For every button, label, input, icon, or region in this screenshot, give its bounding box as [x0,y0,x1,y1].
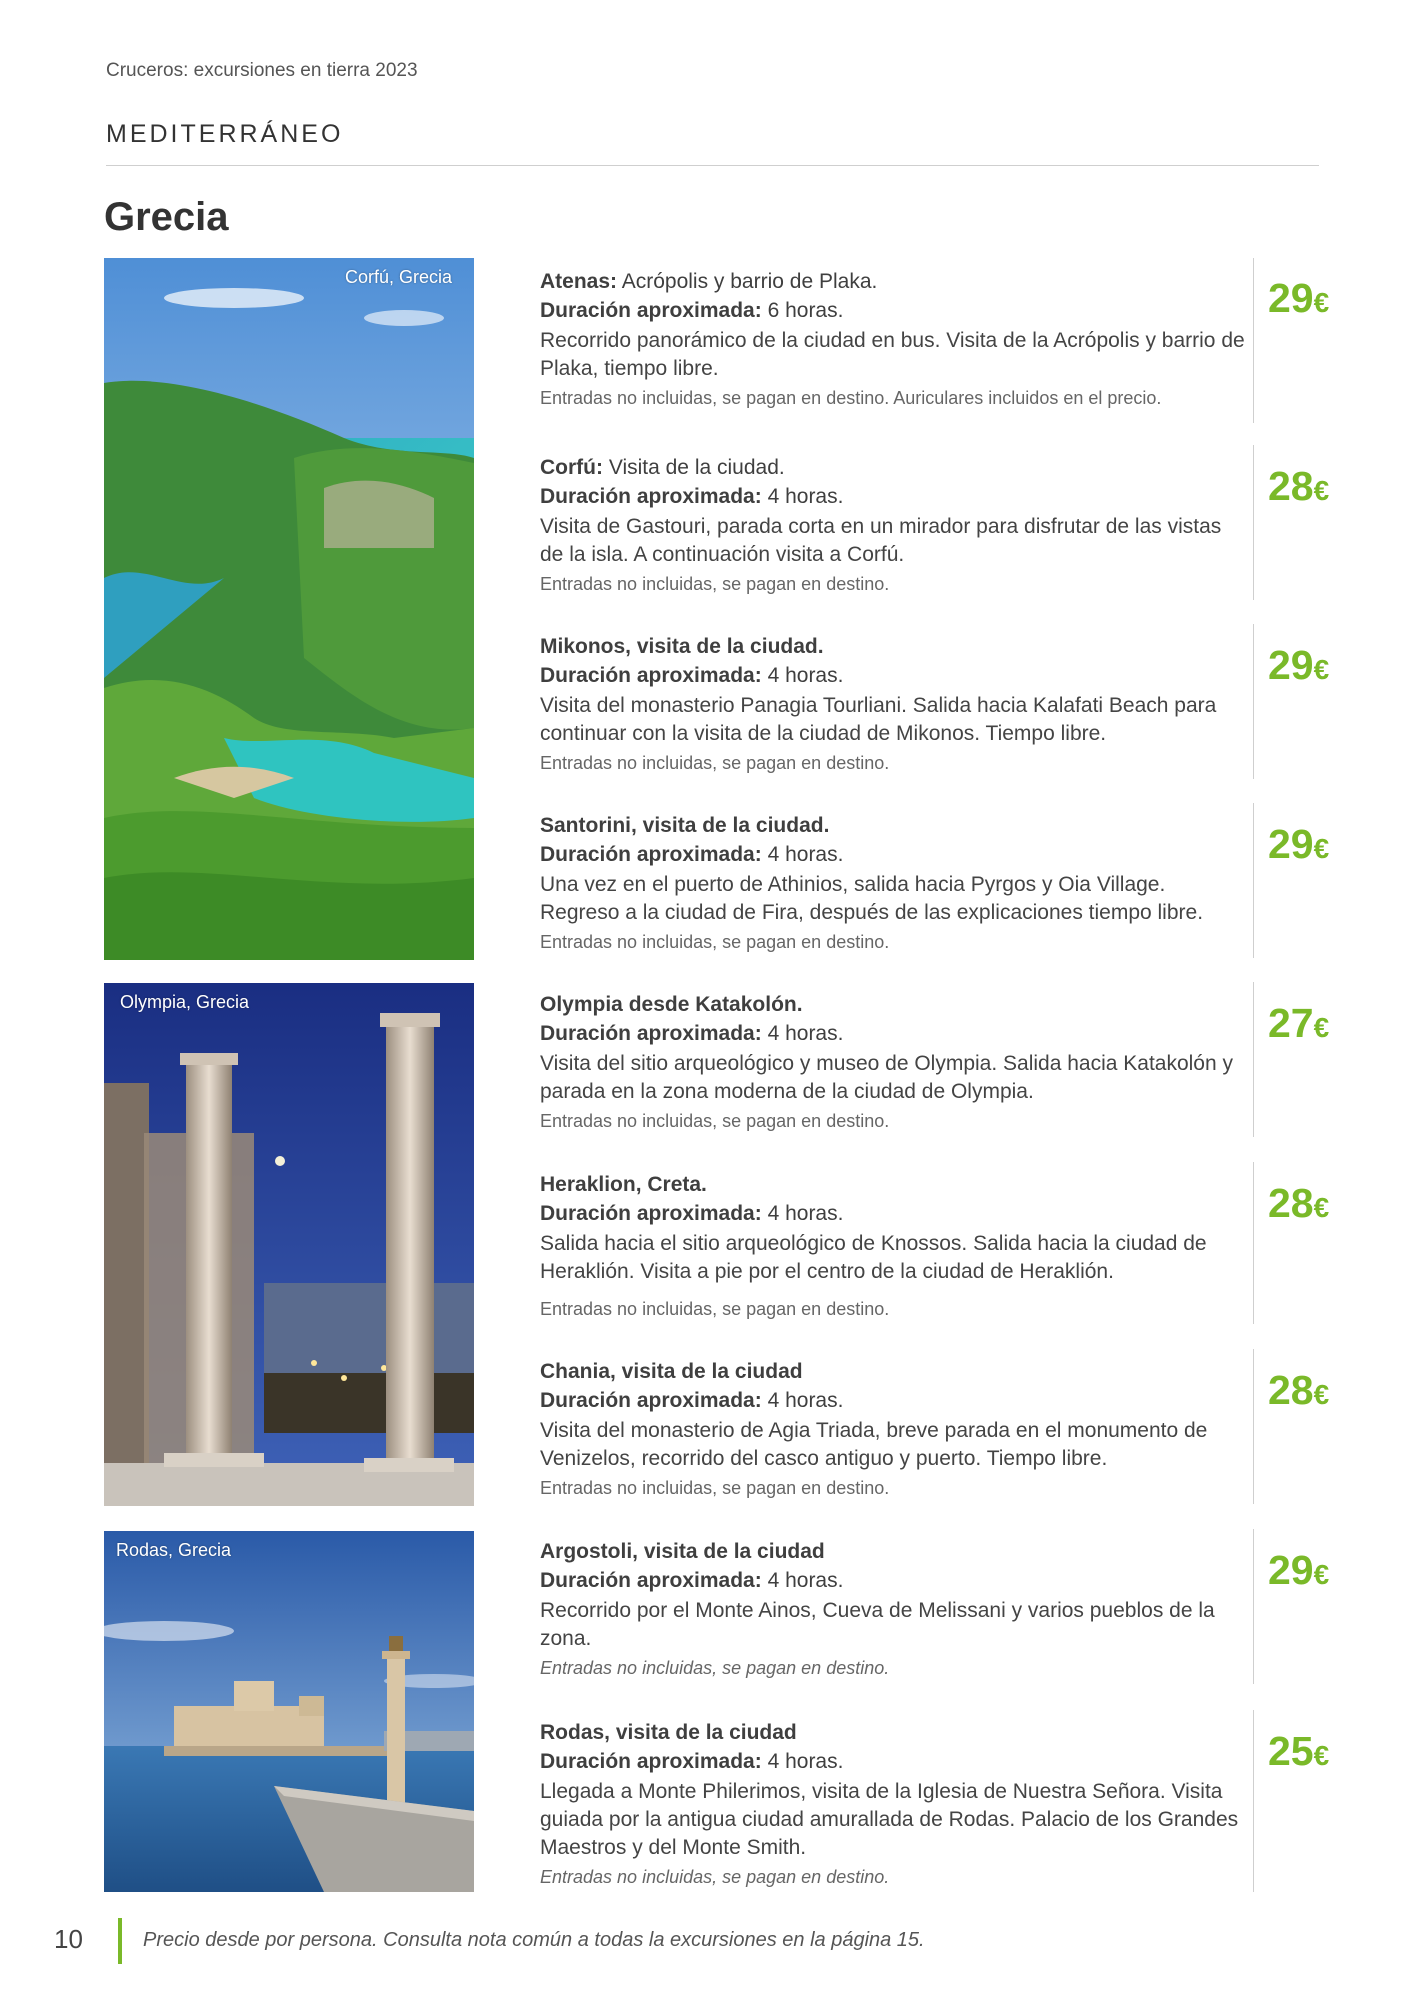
price-value: 29 [1268,821,1314,867]
excursion-name: Heraklion, Creta. [540,1173,707,1196]
excursion-item [540,267,1250,411]
excursion-description: Visita del sitio arqueológico y museo de Olympia. Salida hacia Katakolón y parada en la zona moderna de la ciudad de Olympia. [540,1052,1233,1103]
excursion-duration: 4 horas. [761,485,844,508]
excursion-name: Mikonos, visita de la ciudad. [540,635,824,658]
excursion-description: Visita del monasterio de Agia Triada, breve parada en el monumento de Venizelos, recorrido del casco antiguo y puerto. Tiempo libre. [540,1419,1208,1470]
currency-symbol: € [1313,1379,1330,1410]
price-tag [1268,821,1329,868]
excursion-duration: 4 horas. [761,843,844,866]
currency-symbol: € [1313,1192,1330,1223]
excursion-note: Entradas no incluidas, se pagan en destino. [540,1867,890,1887]
price-value: 28 [1268,1367,1314,1413]
excursion-item [540,1718,1250,1890]
excursion-duration: 6 horas. [761,299,844,322]
excursion-item [540,632,1250,776]
price-value: 28 [1268,1180,1314,1226]
price-tag [1268,1728,1329,1775]
duration-label: Duración aproximada: [540,299,762,322]
currency-symbol: € [1313,833,1330,864]
price-value: 27 [1268,1000,1314,1046]
header-region: MEDITERRÁNEO [106,120,344,148]
price-value: 28 [1268,463,1314,509]
page-title: Grecia [104,195,229,239]
photo-corfu [104,258,474,960]
price-value: 29 [1268,275,1314,321]
excursion-duration: 4 horas. [761,1569,844,1592]
currency-symbol: € [1313,654,1330,685]
excursion-name: Atenas: [540,270,618,293]
excursion-name: Corfú: [540,456,603,479]
photo-rodas [104,1531,474,1892]
excursion-item [540,1170,1250,1322]
price-tag [1268,1547,1329,1594]
price-divider [1253,1162,1254,1324]
price-value: 29 [1268,642,1314,688]
footer-note: Precio desde por persona. Consulta nota común a todas la excursiones en la página 15. [143,1929,925,1951]
excursion-name: Argostoli, visita de la ciudad [540,1540,825,1563]
page-number: 10 [54,1924,83,1954]
excursion-name: Rodas, visita de la ciudad [540,1721,797,1744]
duration-label: Duración aproximada: [540,664,762,687]
price-divider [1253,982,1254,1137]
price-divider [1253,1529,1254,1684]
duration-label: Duración aproximada: [540,1022,762,1045]
excursion-subtitle: Acrópolis y barrio de Plaka. [617,270,878,293]
header-subtitle: Cruceros: excursiones en tierra 2023 [106,60,418,81]
excursion-duration: 4 horas. [761,1389,844,1412]
excursion-description: Visita de Gastouri, parada corta en un mirador para disfrutar de las vistas de la isla. A continuación visita a Corfú. [540,515,1222,566]
price-tag [1268,1367,1329,1414]
excursion-description: Visita del monasterio Panagia Tourliani. Salida hacia Kalafati Beach para continuar con la visita de la ciudad de Mikonos. Tiempo libre. [540,694,1217,745]
photo-caption-corfu: Corfú, Grecia [345,267,453,287]
excursion-note: Entradas no incluidas, se pagan en destino. [540,1658,890,1678]
currency-symbol: € [1313,1012,1330,1043]
price-tag [1268,1180,1329,1227]
excursion-item [540,453,1250,597]
price-divider [1253,258,1254,423]
photo-caption-olympia: Olympia, Grecia [120,992,250,1012]
excursion-note: Entradas no incluidas, se pagan en destino. [540,1111,890,1131]
price-divider [1253,1349,1254,1504]
excursion-name: Santorini, visita de la ciudad. [540,814,830,837]
price-divider [1253,803,1254,958]
excursion-note: Entradas no incluidas, se pagan en destino. [540,1478,890,1498]
price-divider [1253,1710,1254,1892]
price-tag [1268,1000,1329,1047]
excursion-note: Entradas no incluidas, se pagan en destino. [540,753,890,773]
excursion-name: Olympia desde Katakolón. [540,993,803,1016]
excursion-note: Entradas no incluidas, se pagan en destino. [540,574,890,594]
currency-symbol: € [1313,475,1330,506]
duration-label: Duración aproximada: [540,1750,762,1773]
header-rule [106,165,1319,166]
photo-caption-rodas: Rodas, Grecia [116,1540,232,1560]
excursion-note: Entradas no incluidas, se pagan en destino. Auriculares incluidos en el precio. [540,388,1162,408]
footer-accent-bar [118,1918,122,1964]
duration-label: Duración aproximada: [540,485,762,508]
excursion-duration: 4 horas. [761,1022,844,1045]
excursion-duration: 4 horas. [761,664,844,687]
excursion-duration: 4 horas. [761,1750,844,1773]
excursion-note: Entradas no incluidas, se pagan en destino. [540,1299,890,1319]
excursion-item [540,1537,1250,1681]
currency-symbol: € [1313,1559,1330,1590]
excursion-item [540,811,1250,955]
excursion-name: Chania, visita de la ciudad [540,1360,803,1383]
price-divider [1253,445,1254,600]
currency-symbol: € [1313,1740,1330,1771]
excursion-description: Una vez en el puerto de Athinios, salida hacia Pyrgos y Oia Village. Regreso a la ciudad de Fira, después de las explicaciones tiempo libre. [540,873,1204,924]
currency-symbol: € [1313,287,1330,318]
price-tag [1268,463,1329,510]
excursion-duration: 4 horas. [761,1202,844,1225]
excursion-subtitle: Visita de la ciudad. [602,456,785,479]
price-tag [1268,275,1329,322]
excursion-description: Recorrido por el Monte Ainos, Cueva de Melissani y varios pueblos de la zona. [540,1599,1215,1650]
price-tag [1268,642,1329,689]
price-value: 25 [1268,1728,1314,1774]
duration-label: Duración aproximada: [540,1202,762,1225]
duration-label: Duración aproximada: [540,843,762,866]
photo-olympia [104,983,474,1506]
excursion-description: Recorrido panorámico de la ciudad en bus. Visita de la Acrópolis y barrio de Plaka, tiempo libre. [540,329,1245,380]
price-divider [1253,624,1254,779]
excursion-note: Entradas no incluidas, se pagan en destino. [540,932,890,952]
excursion-description: Salida hacia el sitio arqueológico de Knossos. Salida hacia la ciudad de Heraklión. Visita a pie por el centro de la ciudad de Heraklión. [540,1232,1207,1283]
excursion-description: Llegada a Monte Philerimos, visita de la Iglesia de Nuestra Señora. Visita guiada por la antigua ciudad amurallada de Rodas. Palacio de los Grandes Maestros y del Monte Smith. [540,1780,1239,1859]
duration-label: Duración aproximada: [540,1569,762,1592]
duration-label: Duración aproximada: [540,1389,762,1412]
excursion-item [540,990,1250,1134]
price-value: 29 [1268,1547,1314,1593]
excursion-item [540,1357,1250,1501]
